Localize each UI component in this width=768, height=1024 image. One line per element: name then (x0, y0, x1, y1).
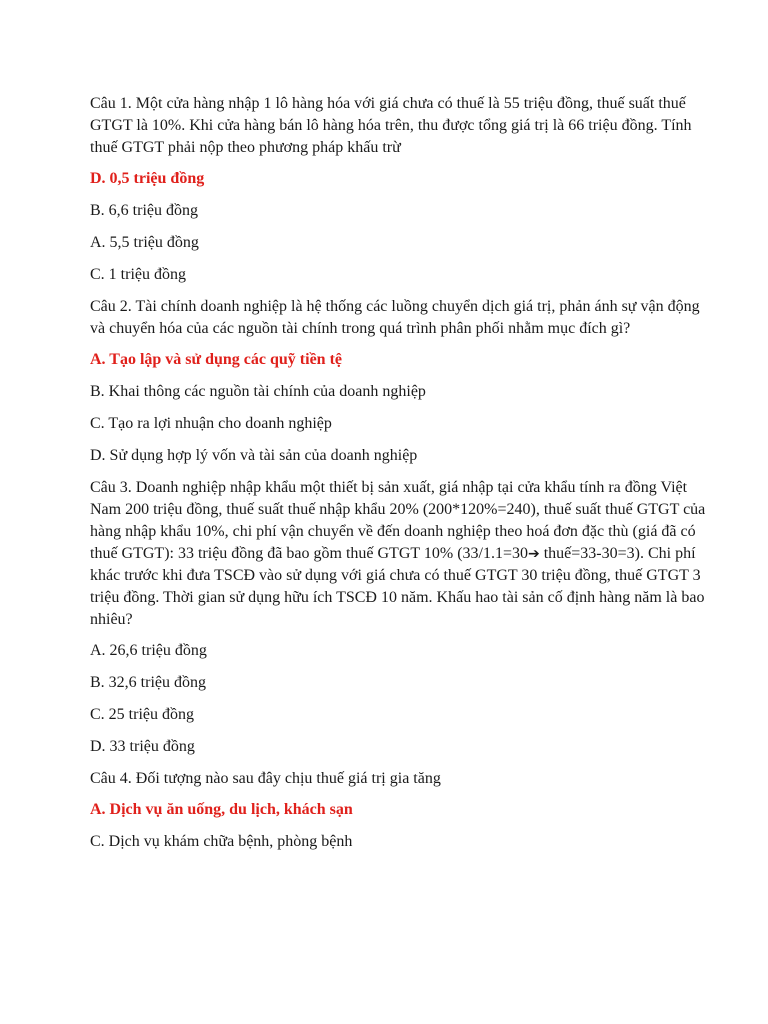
question-block-3 (90, 477, 710, 758)
question-block-2 (90, 296, 710, 467)
question-3-option-d: D. 33 triệu đồng (90, 738, 195, 755)
question-block-1 (90, 93, 710, 286)
question-4-option-a-correct: A. Dịch vụ ăn uống, du lịch, khách sạn (90, 801, 353, 818)
question-1-option-b: B. 6,6 triệu đồng (90, 202, 198, 219)
question-2-option-a-correct: A. Tạo lập và sử dụng các quỹ tiền tệ (90, 351, 343, 368)
question-3-text (90, 477, 710, 631)
right-arrow-icon: ➔ (527, 546, 540, 562)
question-2-option-c: C. Tạo ra lợi nhuận cho doanh nghiệp (90, 415, 332, 432)
question-2-option-d: D. Sử dụng hợp lý vốn và tài sản của doanh nghiệp (90, 447, 418, 464)
question-1-option-d-correct: D. 0,5 triệu đồng (90, 170, 205, 187)
document-content (90, 93, 710, 863)
question-block-4 (90, 768, 710, 853)
question-3-option-a: A. 26,6 triệu đồng (90, 642, 207, 659)
question-3-text-part-1: Câu 3. Doanh nghiệp nhập khẩu một thiết bị sản xuất, giá nhập tại cửa khẩu tính ra đồng Việt Nam 200 triệu đồng, thuế suất thuế nhập khẩu 20% (200*120%=240), thuế suất thuế GTGT của hàng nhập khẩu 10%, chi phí vận chuyển về đến doanh nghiệp theo hoá đơn đặc thù (giá đã có thuế GTGT): 33 triệu đồng đã bao gồm thuế GTGT 10% (33/1.1=30 (90, 479, 706, 562)
question-2-text: Câu 2. Tài chính doanh nghiệp là hệ thống các luồng chuyển dịch giá trị, phản ánh sự vận động và chuyển hóa của các nguồn tài chính trong quá trình phân phối nhằm mục đích gì? (90, 298, 700, 337)
question-1-option-a: A. 5,5 triệu đồng (90, 234, 199, 251)
question-3-text-part-2: thuế=33-30=3). Chi phí khác trước khi đưa TSCĐ vào sử dụng với giá chưa có thuế GTGT 30 triệu đồng, thuế GTGT 3 triệu đồng. Thời gian sử dụng hữu ích TSCĐ 10 năm. Khấu hao tài sản cố định hàng năm là bao nhiêu? (90, 545, 705, 628)
question-3-option-b: B. 32,6 triệu đồng (90, 674, 206, 691)
question-1-option-c: C. 1 triệu đồng (90, 266, 186, 283)
question-3-option-c: C. 25 triệu đồng (90, 706, 194, 723)
question-1-text: Câu 1. Một cửa hàng nhập 1 lô hàng hóa với giá chưa có thuế là 55 triệu đồng, thuế suất thuế GTGT là 10%. Khi cửa hàng bán lô hàng hóa trên, thu được tổng giá trị là 66 triệu đồng. Tính thuế GTGT phải nộp theo phương pháp khấu trừ (90, 95, 692, 156)
question-2-option-b: B. Khai thông các nguồn tài chính của doanh nghiệp (90, 383, 426, 400)
question-4-option-c: C. Dịch vụ khám chữa bệnh, phòng bệnh (90, 833, 353, 850)
question-4-text: Câu 4. Đối tượng nào sau đây chịu thuế giá trị gia tăng (90, 770, 441, 787)
